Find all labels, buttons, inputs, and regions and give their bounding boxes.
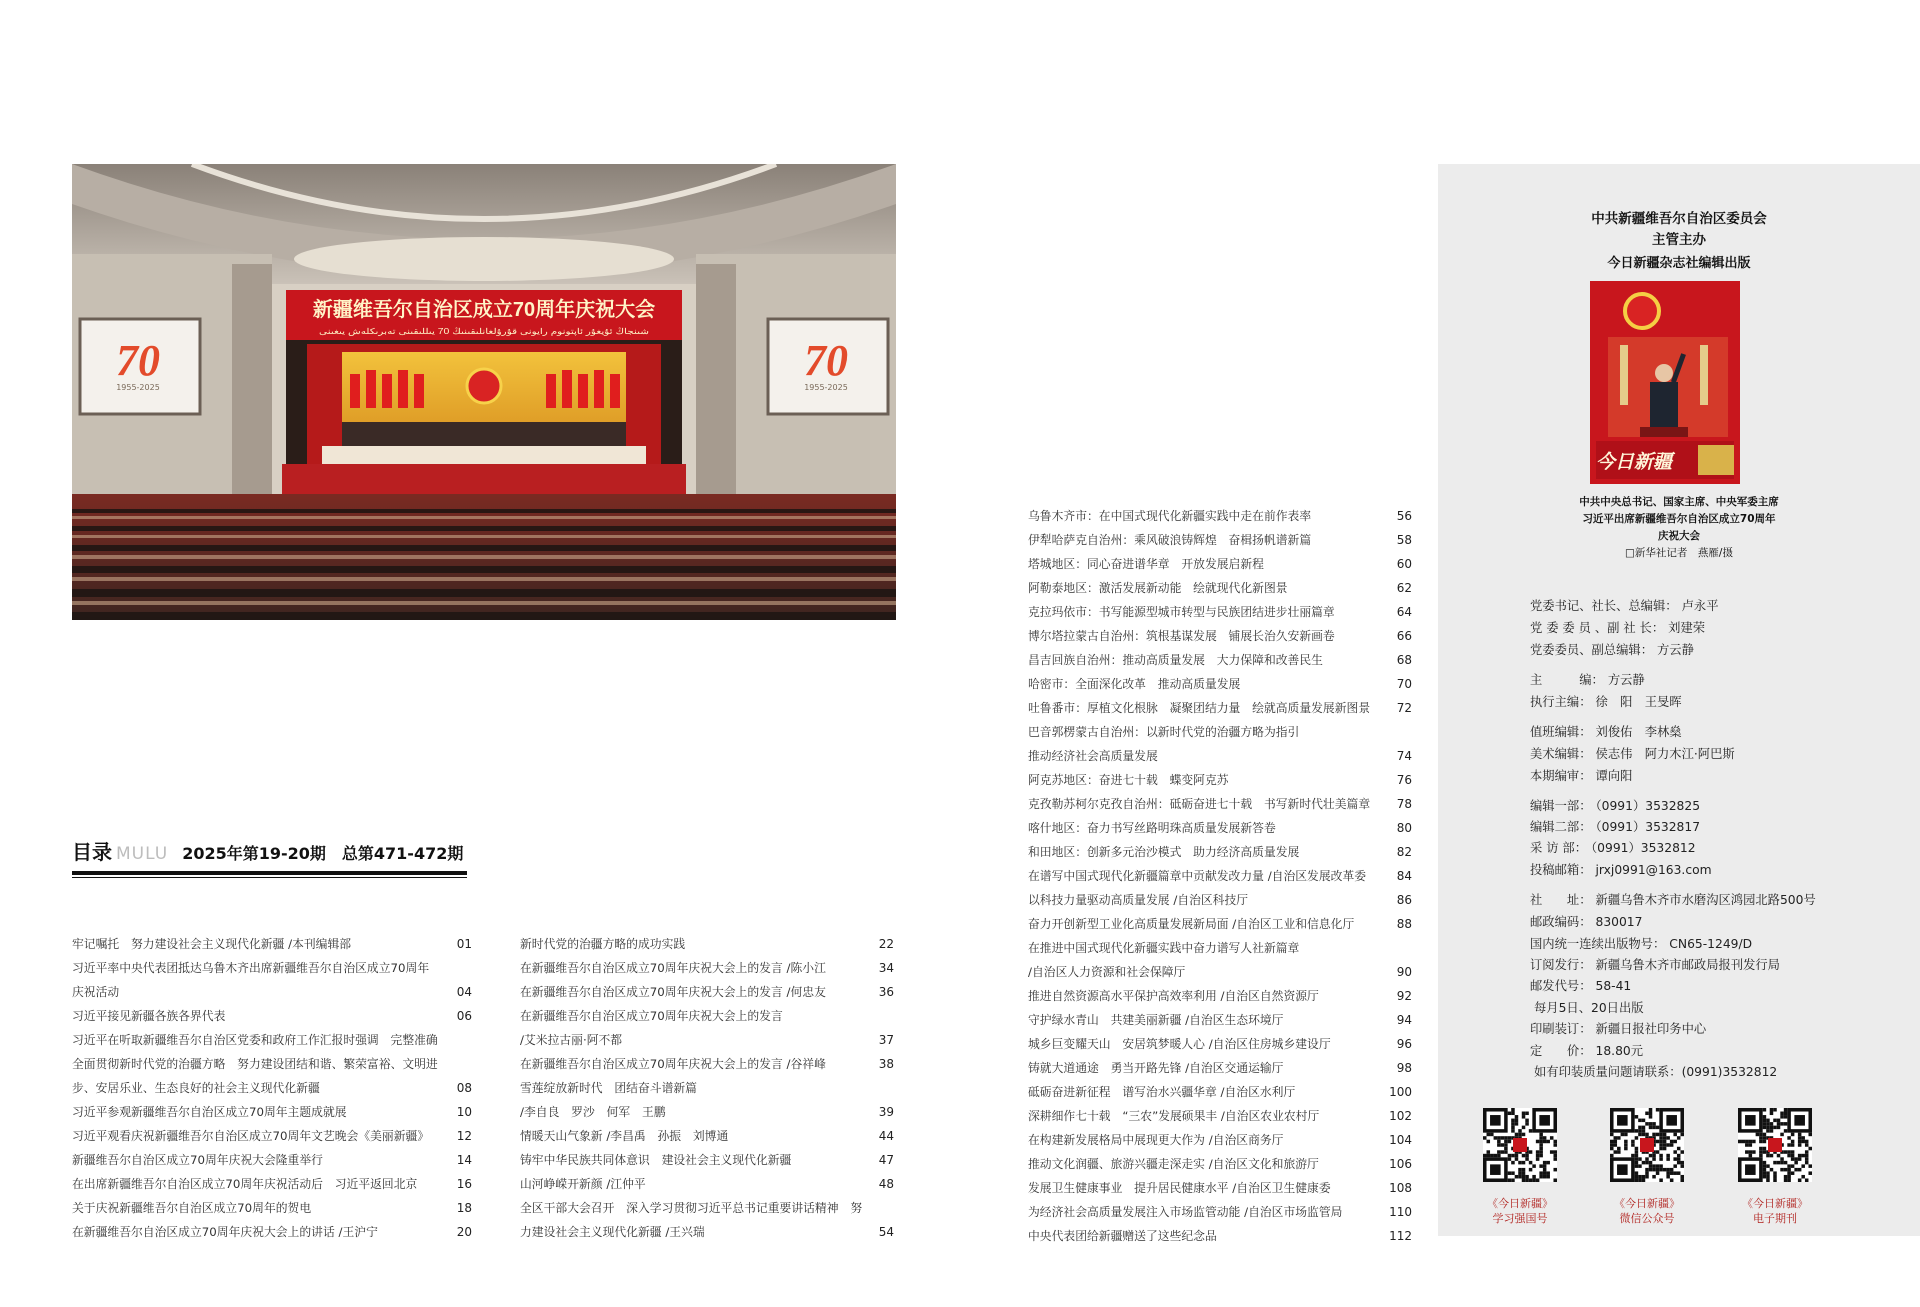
toc-entry-title: 克拉玛依市：书写能源型城市转型与民族团结进步壮丽篇章 [1028, 605, 1335, 619]
toc-entry[interactable] [520, 1220, 894, 1244]
staff-line [1530, 596, 1719, 614]
toc-entry-title: 全面贯彻新时代党的治疆方略 努力建设团结和谐、繁荣富裕、文明进 [72, 1057, 438, 1071]
toc-entry-page: 06 [456, 1009, 472, 1023]
toc-entry-title: 习近平率中央代表团抵达乌鲁木齐出席新疆维吾尔自治区成立70周年 [72, 961, 430, 975]
toc-entry-page: 12 [456, 1129, 472, 1143]
toc-entry[interactable] [72, 980, 472, 1004]
toc-entry[interactable] [1028, 792, 1412, 816]
toc-entry-page: 16 [456, 1177, 472, 1191]
logo-years: 1955-2025 [804, 383, 848, 392]
toc-entry-title: 习近平观看庆祝新疆维吾尔自治区成立70周年文艺晚会《美丽新疆》 [72, 1129, 430, 1143]
staff-value: （0991）3532817 [1595, 820, 1701, 834]
toc-entry-title: 哈密市：全面深化改革 推动高质量发展 [1028, 677, 1241, 691]
toc-entry-title: 吐鲁番市：厚植文化根脉 凝聚团结力量 绘就高质量发展新图景 [1028, 701, 1371, 715]
staff-value: 如有印装质量问题请联系：(0991)3532812 [1534, 1065, 1778, 1079]
toc-entry-title: 情暖天山气象新 /李昌禹 孙振 刘博通 [520, 1129, 729, 1143]
staff-role: 社 址 [1530, 893, 1580, 907]
toc-column-3 [1028, 504, 1412, 1248]
toc-entry[interactable] [1028, 864, 1412, 888]
toc-entry-title: 在谱写中国式现代化新疆篇章中贡献发改力量 /自治区发展改革委 [1028, 869, 1367, 883]
toc-entry-page: 54 [878, 1225, 894, 1239]
qr-label-line: 学习强国号 [1492, 1212, 1548, 1225]
staff-role: 印刷装订 [1530, 1022, 1580, 1036]
toc-entry[interactable] [1028, 1224, 1412, 1248]
staff-line [1530, 722, 1682, 740]
staff-value: jrxj0991@163.com [1595, 863, 1712, 877]
toc-entry[interactable] [72, 956, 472, 980]
toc-entry[interactable] [1028, 840, 1412, 864]
toc-entry-page: 08 [456, 1081, 472, 1095]
colon: ： [1579, 799, 1592, 813]
banner-chinese-text: 新疆维吾尔自治区成立70周年庆祝大会 [312, 299, 656, 321]
toc-entry-title: 为经济社会高质量发展注入市场监管动能 /自治区市场监管局 [1028, 1205, 1343, 1219]
toc-entry[interactable] [72, 932, 472, 956]
toc-entry-page: 92 [1396, 989, 1412, 1003]
toc-entry-page: 04 [456, 985, 472, 999]
toc-entry[interactable] [1028, 576, 1412, 600]
toc-entry[interactable] [1028, 720, 1412, 744]
caption-line: 中共中央总书记、国家主席、中央军委主席 [1579, 496, 1779, 508]
cover-title: 今日新疆 [1596, 452, 1673, 473]
colon: ： [1579, 863, 1592, 877]
colon: ： [1579, 695, 1592, 709]
toc-entry[interactable] [1028, 1104, 1412, 1128]
toc-entry-page: 64 [1396, 605, 1412, 619]
toc-entry-title: 阿克苏地区：奋进七十载 蝶变阿克苏 [1028, 773, 1229, 787]
colon: ： [1651, 621, 1665, 635]
toc-entry[interactable] [72, 1148, 472, 1172]
staff-line [1530, 912, 1642, 930]
toc-entry-title: 关于庆祝新疆维吾尔自治区成立70周年的贺电 [72, 1201, 312, 1215]
colon: ： [1579, 915, 1592, 929]
toc-entry-page: 88 [1396, 917, 1412, 931]
toc-entry-page: 94 [1396, 1013, 1412, 1027]
masthead-panel [1438, 164, 1920, 1236]
staff-line [1530, 766, 1632, 784]
qr-code-wechat[interactable] [1610, 1108, 1684, 1182]
colon: ： [1579, 979, 1592, 993]
toc-label-pinyin: MULU [116, 844, 169, 864]
toc-entry-title: 在新疆维吾尔自治区成立70周年庆祝大会上的发言 [520, 1009, 783, 1023]
toc-entry-page: 44 [878, 1129, 894, 1143]
toc-entry-page: 82 [1396, 845, 1412, 859]
qr-label-xuexi [1465, 1196, 1575, 1226]
toc-entry[interactable] [1028, 768, 1412, 792]
colon: ： [1579, 1044, 1592, 1058]
toc-entry-page: 100 [1389, 1085, 1412, 1099]
toc-entry-title: 阿勒泰地区：激活发展新动能 绘就现代化新图景 [1028, 581, 1288, 595]
toc-entry-title: 在新疆维吾尔自治区成立70周年庆祝大会上的发言 /陈小江 [520, 961, 826, 975]
qr-label-line: 微信公众号 [1619, 1212, 1675, 1225]
toc-entry-page: 36 [878, 985, 894, 999]
photo-credit: □新华社记者 燕雁/摄 [1625, 547, 1733, 559]
toc-entry-page: 66 [1396, 629, 1412, 643]
toc-entry-page: 10 [456, 1105, 472, 1119]
toc-entry-page: 70 [1396, 677, 1412, 691]
toc-entry[interactable] [1028, 1056, 1412, 1080]
staff-line [1530, 640, 1694, 658]
staff-value: 方云静 [1607, 673, 1645, 687]
toc-entry-title: 以科技力量驱动高质量发展 /自治区科技厅 [1028, 893, 1249, 907]
staff-role: 值班编辑 [1530, 725, 1580, 739]
toc-entry[interactable] [1028, 672, 1412, 696]
toc-entry-title: 博尔塔拉蒙古自治州：筑根基谋发展 铺展长治久安新画卷 [1028, 629, 1335, 643]
toc-entry[interactable] [1028, 984, 1412, 1008]
toc-entry[interactable] [1028, 1200, 1412, 1224]
toc-entry-page: 01 [456, 937, 472, 951]
staff-value: 卢永平 [1681, 599, 1719, 613]
toc-entry-title: 推进自然资源高水平保护高效率利用 /自治区自然资源厅 [1028, 989, 1319, 1003]
toc-entry-title: 发展卫生健康事业 提升居民健康水平 /自治区卫生健康委 [1028, 1181, 1331, 1195]
staff-value: 谭向阳 [1595, 769, 1633, 783]
staff-value: 刘俊佑 李林燊 [1595, 725, 1682, 739]
toc-entry[interactable] [1028, 1128, 1412, 1152]
toc-column-1 [72, 932, 472, 1244]
staff-line [1530, 934, 1752, 952]
toc-label: 目录 [72, 840, 112, 864]
staff-value: 830017 [1595, 915, 1643, 929]
staff-value: 侯志伟 阿力木江·阿巴斯 [1595, 747, 1735, 761]
qr-code-ejournal[interactable] [1738, 1108, 1812, 1182]
toc-entry-title: 伊犁哈萨克自治州：乘风破浪铸辉煌 奋楫扬帆谱新篇 [1028, 533, 1312, 547]
staff-role: 邮政编码 [1530, 915, 1580, 929]
toc-entry[interactable] [520, 980, 894, 1004]
toc-entry-page: 76 [1396, 773, 1412, 787]
toc-entry-title: 深耕细作七十载 “三农”发展硕果丰 /自治区农业农村厅 [1028, 1109, 1320, 1123]
toc-entry-page: 47 [878, 1153, 894, 1167]
toc-entry-page: 60 [1396, 557, 1412, 571]
logo-number: 70 [116, 336, 160, 385]
toc-entry[interactable] [1028, 960, 1412, 984]
colon: ： [1665, 599, 1678, 613]
publisher-line: 今日新疆杂志社编辑出版 [1607, 256, 1751, 271]
qr-label-line: 《今日新疆》 [1487, 1197, 1553, 1210]
toc-entry[interactable] [520, 1076, 894, 1100]
colon: ： [1579, 893, 1592, 907]
staff-line [1530, 1062, 1777, 1080]
staff-value: 刘建荣 [1668, 621, 1706, 635]
assembly-hall-illustration [72, 164, 896, 620]
toc-entry[interactable] [1028, 1032, 1412, 1056]
colon: ： [1652, 937, 1666, 951]
toc-entry-title: 铸就大道通途 勇当开路先锋 /自治区交通运输厅 [1028, 1061, 1284, 1075]
staff-line [1530, 998, 1644, 1016]
toc-entry-title: /自治区人力资源和社会保障厅 [1028, 965, 1186, 979]
colon: ： [1579, 958, 1592, 972]
toc-entry-title: 在新疆维吾尔自治区成立70周年庆祝大会上的发言 /何忠友 [520, 985, 826, 999]
staff-role: 党委书记、社长、总编辑 [1530, 599, 1666, 613]
staff-role: 定 价 [1530, 1044, 1580, 1058]
toc-entry-title: 推动文化润疆、旅游兴疆走深走实 /自治区文化和旅游厅 [1028, 1157, 1319, 1171]
staff-role: 美术编辑 [1530, 747, 1580, 761]
staff-role: 编辑二部 [1530, 820, 1580, 834]
staff-value: 58-41 [1595, 979, 1632, 993]
staff-line [1530, 744, 1735, 762]
toc-entry-page: 80 [1396, 821, 1412, 835]
toc-entry[interactable] [72, 1220, 472, 1244]
toc-entry-page: 62 [1396, 581, 1412, 595]
logo-number: 70 [804, 336, 848, 385]
toc-entry-page: 104 [1389, 1133, 1412, 1147]
staff-role: 编辑一部 [1530, 799, 1580, 813]
staff-line [1530, 890, 1816, 908]
staff-value: 18.80元 [1595, 1044, 1644, 1058]
toc-entry-page: 112 [1389, 1229, 1412, 1243]
staff-value: 新疆乌鲁木齐市水磨沟区鸿园北路500号 [1595, 893, 1816, 907]
toc-entry-title: 在出席新疆维吾尔自治区成立70周年庆祝活动后 习近平返回北京 [72, 1177, 418, 1191]
staff-line [1530, 838, 1696, 856]
staff-line [1530, 976, 1631, 994]
toc-entry-title: /艾米拉古丽·阿不都 [520, 1033, 623, 1047]
toc-entry-title: /李自良 罗沙 何军 王鹏 [520, 1105, 666, 1119]
colon: ： [1579, 747, 1592, 761]
toc-entry[interactable] [520, 1100, 894, 1124]
banner-uyghur-text: شىنجاڭ ئۇيغۇر ئاپتونوم رايونى قۇرۇلغانلىقىنىڭ 70 يىللىقىنى تەبرىكلەش يىغىنى [319, 327, 603, 336]
toc-entry-title: 昌吉回族自治州：推动高质量发展 大力保障和改善民生 [1028, 653, 1323, 667]
toc-entry-title: 山河峥嵘开新颜 /江仲平 [520, 1177, 646, 1191]
colon: ： [1640, 643, 1653, 657]
toc-entry-title: 新疆维吾尔自治区成立70周年庆祝大会隆重举行 [72, 1153, 323, 1167]
toc-entry[interactable] [72, 1052, 472, 1076]
toc-entry-title: 守护绿水青山 共建美丽新疆 /自治区生态环境厅 [1028, 1013, 1284, 1027]
staff-line [1530, 955, 1780, 973]
toc-entry-title: 习近平接见新疆各族各界代表 [72, 1009, 226, 1023]
toc-entry[interactable] [1028, 1152, 1412, 1176]
toc-entry[interactable] [1028, 1176, 1412, 1200]
toc-entry-title: 在新疆维吾尔自治区成立70周年庆祝大会上的讲话 /王沪宁 [72, 1225, 378, 1239]
toc-entry-title: 克孜勒苏柯尔克孜自治州：砥砺奋进七十载 书写新时代壮美篇章 [1028, 797, 1371, 811]
toc-entry-page: 14 [456, 1153, 472, 1167]
toc-entry[interactable] [1028, 528, 1412, 552]
colon: ： [1591, 673, 1604, 687]
staff-role: 投稿邮箱 [1530, 863, 1580, 877]
toc-entry-title: 乌鲁木齐市：在中国式现代化新疆实践中走在前作表率 [1028, 509, 1312, 523]
divider [72, 877, 467, 878]
staff-value: 方云静 [1657, 643, 1694, 657]
staff-role: 党委委员、副总编辑 [1530, 643, 1641, 657]
toc-entry[interactable] [1028, 552, 1412, 576]
colon: ： [1579, 725, 1592, 739]
toc-entry-title: 习近平参观新疆维吾尔自治区成立70周年主题成就展 [72, 1105, 347, 1119]
qr-pattern [1738, 1108, 1812, 1182]
staff-line [1530, 817, 1700, 835]
qr-code-xuexi[interactable] [1483, 1108, 1557, 1182]
toc-entry-page: 38 [878, 1057, 894, 1071]
toc-entry[interactable] [1028, 504, 1412, 528]
toc-entry-title: 和田地区：创新多元治沙模式 助力经济高质量发展 [1028, 845, 1300, 859]
toc-entry-page: 22 [878, 937, 894, 951]
colon: ： [1579, 769, 1592, 783]
staff-value: 徐 阳 王旻晖 [1595, 695, 1682, 709]
staff-value: 每月5日、20日出版 [1534, 1001, 1644, 1015]
divider [72, 871, 467, 875]
toc-column-2 [520, 932, 894, 1244]
colon: ： [1579, 820, 1592, 834]
toc-entry-title: 雪莲绽放新时代 团结奋斗谱新篇 [520, 1081, 697, 1095]
staff-value: 新疆日报社印务中心 [1595, 1022, 1707, 1036]
toc-entry[interactable] [1028, 912, 1412, 936]
toc-entry-title: 巴音郭楞蒙古自治州：以新时代党的治疆方略为指引 [1028, 725, 1300, 739]
toc-entry-page: 78 [1396, 797, 1412, 811]
toc-entry[interactable] [520, 1124, 894, 1148]
staff-role: 主 编 [1530, 673, 1592, 687]
toc-entry-page: 56 [1396, 509, 1412, 523]
qr-label-line: 《今日新疆》 [1614, 1197, 1680, 1210]
toc-entry-page: 98 [1396, 1061, 1412, 1075]
qr-pattern [1483, 1108, 1557, 1182]
hero-photo [72, 164, 896, 620]
logo-years: 1955-2025 [116, 383, 160, 392]
toc-entry-page: 96 [1396, 1037, 1412, 1051]
toc-entry-page: 110 [1389, 1205, 1412, 1219]
toc-entry-title: 推动经济社会高质量发展 [1028, 749, 1158, 763]
toc-entry-page: 68 [1396, 653, 1412, 667]
toc-entry[interactable] [1028, 648, 1412, 672]
staff-line [1530, 860, 1712, 878]
staff-line [1530, 670, 1645, 688]
toc-entry-page: 106 [1389, 1157, 1412, 1171]
toc-entry-page: 74 [1396, 749, 1412, 763]
toc-entry[interactable] [72, 1172, 472, 1196]
toc-entry[interactable] [520, 1172, 894, 1196]
staff-line [1530, 1041, 1643, 1059]
toc-entry-title: 在构建新发展格局中展现更大作为 /自治区商务厅 [1028, 1133, 1284, 1147]
qr-pattern [1610, 1108, 1684, 1182]
national-emblem [467, 369, 501, 403]
toc-entry[interactable] [72, 1028, 472, 1052]
caption-line: 习近平出席新疆维吾尔自治区成立70周年 [1582, 513, 1776, 525]
staff-value: 新疆乌鲁木齐市邮政局报刊发行局 [1595, 958, 1780, 972]
toc-entry[interactable] [520, 1004, 894, 1028]
toc-entry[interactable] [1028, 744, 1412, 768]
staff-role: 订阅发行 [1530, 958, 1580, 972]
toc-entry-title: 庆祝活动 [72, 985, 120, 999]
toc-entry[interactable] [1028, 1080, 1412, 1104]
toc-entry-title: 在推进中国式现代化新疆实践中奋力谱写人社新篇章 [1028, 941, 1300, 955]
toc-entry-page: 102 [1389, 1109, 1412, 1123]
staff-line [1530, 692, 1682, 710]
staff-line [1530, 1019, 1706, 1037]
toc-entry-page: 34 [878, 961, 894, 975]
toc-entry-title: 牢记嘱托 努力建设社会主义现代化新疆 /本刊编辑部 [72, 937, 352, 951]
anniversary-logo-left [86, 336, 190, 399]
toc-entry[interactable] [520, 1028, 894, 1052]
toc-entry[interactable] [1028, 624, 1412, 648]
toc-entry[interactable] [72, 1124, 472, 1148]
qr-label-line: 电子期刊 [1753, 1212, 1797, 1225]
toc-entry[interactable] [1028, 936, 1412, 960]
toc-entry[interactable] [1028, 1008, 1412, 1032]
issue-number: 2025年第19-20期 [182, 844, 326, 863]
toc-entry-page: 20 [456, 1225, 472, 1239]
anniversary-logo-right [774, 336, 878, 399]
staff-role: 本期编审 [1530, 769, 1580, 783]
toc-entry-title: 习近平在听取新疆维吾尔自治区党委和政府工作汇报时强调 完整准确 [72, 1033, 438, 1047]
colon: ： [1579, 1022, 1592, 1036]
toc-entry-page: 18 [456, 1201, 472, 1215]
toc-entry-title: 城乡巨变耀天山 安居筑梦暖人心 /自治区住房城乡建设厅 [1028, 1037, 1331, 1051]
caption-line: 庆祝大会 [1658, 530, 1700, 542]
magazine-cover [1590, 281, 1740, 484]
toc-entry[interactable] [520, 932, 894, 956]
qr-label-wechat [1592, 1196, 1702, 1226]
toc-entry[interactable] [1028, 696, 1412, 720]
toc-entry[interactable] [72, 1100, 472, 1124]
toc-entry-title: 塔城地区：同心奋进谱华章 开放发展启新程 [1028, 557, 1264, 571]
cover-caption [1438, 494, 1920, 562]
toc-entry-title: 全区干部大会召开 深入学习贯彻习近平总书记重要讲话精神 努 [520, 1201, 863, 1215]
toc-entry-page: 37 [878, 1033, 894, 1047]
staff-line [1530, 618, 1705, 636]
toc-entry[interactable] [1028, 816, 1412, 840]
toc-entry-title: 力建设社会主义现代化新疆 /王兴瑞 [520, 1225, 705, 1239]
toc-entry-page: 84 [1396, 869, 1412, 883]
staff-role: 执行主编 [1530, 695, 1580, 709]
toc-entry-title: 在新疆维吾尔自治区成立70周年庆祝大会上的发言 /谷祥峰 [520, 1057, 826, 1071]
toc-entry-title: 铸牢中华民族共同体意识 建设社会主义现代化新疆 [520, 1153, 792, 1167]
toc-entry-page: 58 [1396, 533, 1412, 547]
toc-entry-page: 39 [878, 1105, 894, 1119]
toc-entry[interactable] [520, 1196, 894, 1220]
toc-entry-title: 中央代表团给新疆赠送了这些纪念品 [1028, 1229, 1217, 1243]
toc-entry-title: 喀什地区：奋力书写丝路明珠高质量发展新答卷 [1028, 821, 1276, 835]
staff-role: 邮发代号 [1530, 979, 1580, 993]
toc-entry[interactable] [72, 1076, 472, 1100]
staff-role: 党 委 委 员 、副 社 长 [1530, 621, 1652, 635]
toc-entry-title: 奋力开创新型工业化高质量发展新局面 /自治区工业和信息化厅 [1028, 917, 1355, 931]
toc-entry-title: 砥砺奋进新征程 谱写治水兴疆华章 /自治区水利厅 [1028, 1085, 1296, 1099]
staff-role: 国内统一连续出版物号 [1530, 937, 1653, 951]
publisher-line: 中共新疆维吾尔自治区委员会 [1591, 211, 1767, 227]
qr-label-ejournal [1720, 1196, 1830, 1226]
toc-entry[interactable] [72, 1196, 472, 1220]
qr-label-line: 《今日新疆》 [1742, 1197, 1808, 1210]
toc-entry[interactable] [520, 956, 894, 980]
toc-entry-title: 新时代党的治疆方略的成功实践 [520, 937, 686, 951]
toc-entry[interactable] [72, 1004, 472, 1028]
staff-value: （0991）3532825 [1595, 799, 1701, 813]
toc-header [72, 836, 467, 876]
staff-value: （0991）3532812 [1591, 841, 1696, 855]
toc-entry[interactable] [520, 1052, 894, 1076]
toc-entry-page: 72 [1396, 701, 1412, 715]
toc-entry-title: 步、安居乐业、生态良好的社会主义现代化新疆 [72, 1081, 320, 1095]
total-issue-number: 总第471-472期 [341, 844, 464, 863]
toc-entry-page: 48 [878, 1177, 894, 1191]
toc-entry-page: 108 [1389, 1181, 1412, 1195]
staff-line [1530, 796, 1700, 814]
staff-role: 采 访 部 [1530, 841, 1575, 855]
publisher-line: 主管主办 [1652, 232, 1706, 248]
toc-entry-page: 86 [1396, 893, 1412, 907]
staff-value: CN65-1249/D [1669, 937, 1753, 951]
colon: ： [1574, 841, 1588, 855]
toc-entry[interactable] [520, 1148, 894, 1172]
toc-entry[interactable] [1028, 600, 1412, 624]
toc-entry-page: 90 [1396, 965, 1412, 979]
toc-entry[interactable] [1028, 888, 1412, 912]
